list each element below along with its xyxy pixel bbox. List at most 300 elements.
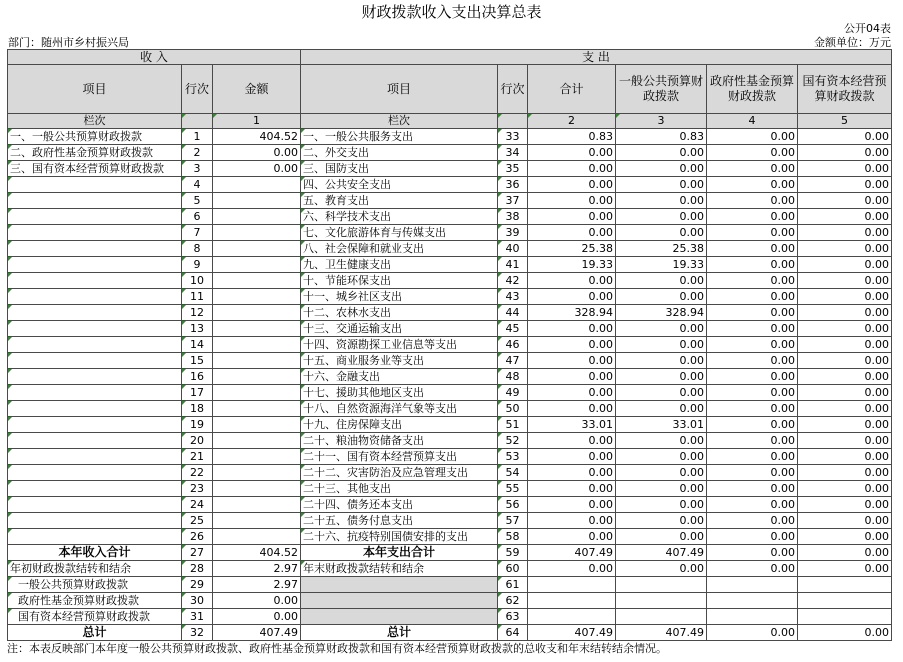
amount-cell — [213, 241, 301, 257]
department-label: 部门：随州市乡村振兴局 — [8, 36, 129, 49]
amount-cell: 0.00 — [707, 625, 798, 641]
empty-cell — [528, 609, 616, 625]
unit-label: 金额单位：万元 — [814, 36, 891, 49]
row-number: 34 — [498, 145, 528, 161]
amount-cell: 0.83 — [528, 129, 616, 145]
amount-cell: 0.00 — [616, 209, 707, 225]
row-number: 24 — [182, 497, 213, 513]
table-row — [8, 177, 892, 193]
amount-cell: 0.00 — [707, 289, 798, 305]
amount-cell: 328.94 — [528, 305, 616, 321]
amount-cell — [213, 497, 301, 513]
amount-cell: 0.00 — [707, 401, 798, 417]
row-number: 51 — [498, 417, 528, 433]
income-rowno-header: 行次 — [182, 65, 213, 114]
amount-cell — [213, 177, 301, 193]
amount-cell: 0.00 — [528, 401, 616, 417]
table-row — [8, 449, 892, 465]
amount-cell: 0.00 — [528, 145, 616, 161]
row-number: 26 — [182, 529, 213, 545]
table-row — [8, 305, 892, 321]
amount-cell: 0.00 — [616, 465, 707, 481]
income-item — [8, 369, 182, 385]
row-number: 63 — [498, 609, 528, 625]
amount-cell: 0.00 — [528, 561, 616, 577]
amount-cell: 0.00 — [798, 241, 892, 257]
amount-cell: 0.00 — [616, 497, 707, 513]
amount-cell: 0.00 — [616, 353, 707, 369]
amount-cell: 0.00 — [707, 193, 798, 209]
table-row — [8, 241, 892, 257]
amount-cell: 0.00 — [616, 385, 707, 401]
amount-cell: 0.00 — [798, 129, 892, 145]
table-row — [8, 465, 892, 481]
income-item — [8, 337, 182, 353]
amount-cell: 0.00 — [798, 433, 892, 449]
expense-total-header: 合计 — [528, 65, 616, 114]
amount-cell — [213, 529, 301, 545]
amount-cell: 0.00 — [798, 481, 892, 497]
column-label: 栏次 — [301, 114, 498, 129]
amount-cell: 0.00 — [528, 273, 616, 289]
amount-cell: 0.00 — [707, 369, 798, 385]
income-item — [8, 321, 182, 337]
amount-cell: 0.00 — [707, 417, 798, 433]
amount-cell: 0.00 — [707, 225, 798, 241]
amount-cell: 0.00 — [707, 449, 798, 465]
table-row — [8, 337, 892, 353]
row-number: 2 — [182, 145, 213, 161]
amount-cell: 0.00 — [707, 529, 798, 545]
amount-cell: 0.00 — [707, 497, 798, 513]
page-title: 财政拨款收入支出决算总表 — [361, 3, 542, 21]
expense-item: 六、科学技术支出 — [301, 209, 498, 225]
amount-cell: 0.00 — [707, 241, 798, 257]
footnote: 注：本表反映部门本年度一般公共预算财政拨款、政府性基金预算财政拨款和国有资本经营预算财政拨款的总收支和年末结转结余情况。 — [7, 642, 667, 655]
expense-item: 二十二、灾害防治及应急管理支出 — [301, 465, 498, 481]
row-number: 52 — [498, 433, 528, 449]
amount-cell: 0.00 — [213, 593, 301, 609]
row-number: 43 — [498, 289, 528, 305]
row-number: 49 — [498, 385, 528, 401]
row-number: 50 — [498, 401, 528, 417]
table-row — [8, 193, 892, 209]
row-number: 11 — [182, 289, 213, 305]
table-row — [8, 385, 892, 401]
table-row — [8, 433, 892, 449]
amount-cell — [213, 417, 301, 433]
expense-item: 二十六、抗疫特别国债安排的支出 — [301, 529, 498, 545]
row-number: 46 — [498, 337, 528, 353]
amount-cell: 0.00 — [707, 161, 798, 177]
row-number: 14 — [182, 337, 213, 353]
amount-cell: 0.00 — [616, 449, 707, 465]
row-number: 27 — [182, 545, 213, 561]
amount-cell: 0.00 — [528, 161, 616, 177]
row-number: 41 — [498, 257, 528, 273]
column-label-cell — [182, 114, 213, 129]
row-number: 61 — [498, 577, 528, 593]
row-number: 25 — [182, 513, 213, 529]
expense-item: 二、外交支出 — [301, 145, 498, 161]
empty-cell — [301, 593, 498, 609]
amount-cell: 0.00 — [528, 513, 616, 529]
income-item: 二、政府性基金预算财政拨款 — [8, 145, 182, 161]
table-row — [8, 161, 892, 177]
amount-cell: 0.00 — [528, 193, 616, 209]
income-item — [8, 241, 182, 257]
table-row — [8, 129, 892, 145]
amount-cell: 0.00 — [528, 481, 616, 497]
expense-item: 十二、农林水支出 — [301, 305, 498, 321]
column-label-cell — [498, 114, 528, 129]
empty-cell — [707, 609, 798, 625]
amount-cell: 407.49 — [616, 625, 707, 641]
amount-cell — [213, 321, 301, 337]
amount-cell: 0.00 — [528, 465, 616, 481]
amount-cell: 0.00 — [798, 321, 892, 337]
empty-cell — [528, 593, 616, 609]
income-item — [8, 353, 182, 369]
amount-cell — [213, 193, 301, 209]
expense-item: 十五、商业服务业等支出 — [301, 353, 498, 369]
row-number: 16 — [182, 369, 213, 385]
table-row — [8, 209, 892, 225]
amount-cell: 0.00 — [707, 545, 798, 561]
amount-cell: 0.00 — [616, 369, 707, 385]
amount-cell — [213, 465, 301, 481]
amount-cell: 407.49 — [528, 545, 616, 561]
expense-item: 二十一、国有资本经营预算支出 — [301, 449, 498, 465]
row-number: 1 — [182, 129, 213, 145]
amount-cell — [213, 337, 301, 353]
column-label: 栏次 — [8, 114, 182, 129]
amount-cell: 0.00 — [616, 273, 707, 289]
income-item-header: 项目 — [8, 65, 182, 114]
amount-cell — [213, 433, 301, 449]
income-item — [8, 193, 182, 209]
row-number: 10 — [182, 273, 213, 289]
gov-fund-header: 政府性基金预算财政拨款 — [707, 65, 798, 114]
amount-cell: 0.00 — [707, 321, 798, 337]
row-number: 19 — [182, 417, 213, 433]
table-row — [8, 289, 892, 305]
amount-cell: 0.00 — [616, 561, 707, 577]
row-number: 58 — [498, 529, 528, 545]
row-number: 18 — [182, 401, 213, 417]
amount-cell: 0.00 — [798, 177, 892, 193]
amount-cell: 407.49 — [528, 625, 616, 641]
amount-cell: 0.00 — [528, 321, 616, 337]
empty-cell — [707, 577, 798, 593]
amount-cell: 0.00 — [707, 385, 798, 401]
amount-cell: 25.38 — [616, 241, 707, 257]
amount-cell: 0.00 — [798, 529, 892, 545]
income-item — [8, 433, 182, 449]
amount-cell: 0.00 — [528, 385, 616, 401]
expense-rowno-header: 行次 — [498, 65, 528, 114]
amount-cell — [213, 289, 301, 305]
row-number: 4 — [182, 177, 213, 193]
expense-item: 二十、粮油物资储备支出 — [301, 433, 498, 449]
carryover-fund-label: 政府性基金预算财政拨款 — [8, 593, 182, 609]
expense-item: 十七、援助其他地区支出 — [301, 385, 498, 401]
expense-item: 二十五、债务付息支出 — [301, 513, 498, 529]
column-number: 3 — [616, 114, 707, 129]
amount-cell: 0.00 — [616, 337, 707, 353]
empty-cell — [707, 593, 798, 609]
expense-item: 十三、交通运输支出 — [301, 321, 498, 337]
amount-cell: 0.00 — [616, 145, 707, 161]
expense-item: 九、卫生健康支出 — [301, 257, 498, 273]
income-item — [8, 177, 182, 193]
column-number: 2 — [528, 114, 616, 129]
row-number: 62 — [498, 593, 528, 609]
amount-cell — [213, 401, 301, 417]
row-number: 7 — [182, 225, 213, 241]
row-number: 30 — [182, 593, 213, 609]
amount-cell — [213, 257, 301, 273]
state-capital-header: 国有资本经营预算财政拨款 — [798, 65, 892, 114]
income-item: 一、一般公共预算财政拨款 — [8, 129, 182, 145]
income-item: 三、国有资本经营预算财政拨款 — [8, 161, 182, 177]
amount-cell: 19.33 — [528, 257, 616, 273]
amount-cell: 33.01 — [528, 417, 616, 433]
expense-item: 十九、住房保障支出 — [301, 417, 498, 433]
income-item — [8, 273, 182, 289]
amount-cell: 0.00 — [707, 433, 798, 449]
amount-cell — [213, 273, 301, 289]
amount-cell: 0.00 — [798, 337, 892, 353]
amount-cell: 0.00 — [528, 177, 616, 193]
amount-cell: 0.00 — [707, 561, 798, 577]
expense-item: 七、文化旅游体育与传媒支出 — [301, 225, 498, 241]
row-number: 55 — [498, 481, 528, 497]
amount-cell: 0.00 — [798, 401, 892, 417]
income-header: 收 入 — [8, 50, 301, 65]
income-item — [8, 465, 182, 481]
amount-cell: 0.00 — [707, 129, 798, 145]
amount-cell: 0.00 — [213, 145, 301, 161]
amount-cell: 2.97 — [213, 577, 301, 593]
row-number: 9 — [182, 257, 213, 273]
empty-cell — [616, 593, 707, 609]
amount-cell: 0.00 — [616, 433, 707, 449]
amount-cell: 25.38 — [528, 241, 616, 257]
amount-cell: 0.00 — [798, 225, 892, 241]
empty-cell — [616, 609, 707, 625]
row-number: 59 — [498, 545, 528, 561]
row-number: 17 — [182, 385, 213, 401]
amount-cell: 0.00 — [616, 177, 707, 193]
amount-cell: 0.00 — [707, 513, 798, 529]
row-number: 45 — [498, 321, 528, 337]
amount-cell: 0.00 — [528, 449, 616, 465]
row-number: 37 — [498, 193, 528, 209]
row-number: 20 — [182, 433, 213, 449]
row-number: 53 — [498, 449, 528, 465]
amount-cell: 0.00 — [798, 545, 892, 561]
general-budget-header: 一般公共预算财政拨款 — [616, 65, 707, 114]
column-number: 4 — [707, 114, 798, 129]
expense-total-label: 本年支出合计 — [301, 545, 498, 561]
amount-cell — [213, 481, 301, 497]
amount-cell: 0.00 — [616, 401, 707, 417]
row-number: 48 — [498, 369, 528, 385]
amount-cell: 0.00 — [707, 481, 798, 497]
empty-cell — [616, 577, 707, 593]
column-number: 1 — [213, 114, 301, 129]
amount-cell: 0.00 — [213, 609, 301, 625]
expense-item: 十四、资源勘探工业信息等支出 — [301, 337, 498, 353]
amount-cell: 328.94 — [616, 305, 707, 321]
row-number: 36 — [498, 177, 528, 193]
income-item — [8, 481, 182, 497]
income-amount-header: 金额 — [213, 65, 301, 114]
expense-item: 八、社会保障和就业支出 — [301, 241, 498, 257]
amount-cell — [213, 225, 301, 241]
table-row — [8, 417, 892, 433]
row-number: 29 — [182, 577, 213, 593]
table-row — [8, 353, 892, 369]
amount-cell: 404.52 — [213, 545, 301, 561]
opening-balance-label: 年初财政拨款结转和结余 — [8, 561, 182, 577]
amount-cell: 0.00 — [707, 145, 798, 161]
form-number: 公开04表 — [844, 22, 891, 35]
row-number: 15 — [182, 353, 213, 369]
expense-item: 二十三、其他支出 — [301, 481, 498, 497]
amount-cell: 0.00 — [616, 225, 707, 241]
income-item — [8, 225, 182, 241]
table-row — [8, 529, 892, 545]
row-number: 22 — [182, 465, 213, 481]
amount-cell: 0.00 — [213, 161, 301, 177]
empty-cell — [301, 577, 498, 593]
empty-cell — [798, 593, 892, 609]
row-number: 47 — [498, 353, 528, 369]
expense-item: 十一、城乡社区支出 — [301, 289, 498, 305]
table-row — [8, 145, 892, 161]
table-row — [8, 513, 892, 529]
column-number: 5 — [798, 114, 892, 129]
carryover-capital-label: 国有资本经营预算财政拨款 — [8, 609, 182, 625]
row-number: 28 — [182, 561, 213, 577]
amount-cell: 0.00 — [798, 625, 892, 641]
income-item — [8, 257, 182, 273]
amount-cell: 2.97 — [213, 561, 301, 577]
amount-cell: 0.00 — [616, 193, 707, 209]
expense-item: 十、节能环保支出 — [301, 273, 498, 289]
amount-cell: 0.00 — [616, 161, 707, 177]
row-number: 3 — [182, 161, 213, 177]
expense-item: 四、公共安全支出 — [301, 177, 498, 193]
income-item — [8, 417, 182, 433]
row-number: 60 — [498, 561, 528, 577]
amount-cell: 0.00 — [798, 273, 892, 289]
amount-cell: 0.00 — [707, 209, 798, 225]
expense-item: 二十四、债务还本支出 — [301, 497, 498, 513]
income-item — [8, 305, 182, 321]
expense-item: 五、教育支出 — [301, 193, 498, 209]
amount-cell: 0.00 — [528, 497, 616, 513]
budget-table — [7, 49, 892, 641]
amount-cell: 0.00 — [798, 513, 892, 529]
row-number: 23 — [182, 481, 213, 497]
income-item — [8, 497, 182, 513]
table-row — [8, 321, 892, 337]
income-item — [8, 449, 182, 465]
income-item — [8, 209, 182, 225]
amount-cell: 0.00 — [798, 353, 892, 369]
income-item — [8, 385, 182, 401]
amount-cell: 0.00 — [616, 513, 707, 529]
carryover-general-label: 一般公共预算财政拨款 — [8, 577, 182, 593]
amount-cell — [213, 513, 301, 529]
table-row — [8, 497, 892, 513]
amount-cell: 0.00 — [798, 385, 892, 401]
amount-cell: 0.00 — [798, 561, 892, 577]
amount-cell: 0.00 — [798, 161, 892, 177]
amount-cell — [213, 353, 301, 369]
amount-cell: 0.00 — [798, 289, 892, 305]
amount-cell: 0.00 — [528, 337, 616, 353]
expense-item: 十八、自然资源海洋气象等支出 — [301, 401, 498, 417]
expense-grand-total-label: 总计 — [301, 625, 498, 641]
amount-cell: 0.00 — [616, 529, 707, 545]
amount-cell: 19.33 — [616, 257, 707, 273]
amount-cell: 0.00 — [798, 465, 892, 481]
row-number: 12 — [182, 305, 213, 321]
row-number: 57 — [498, 513, 528, 529]
amount-cell: 0.00 — [707, 273, 798, 289]
table-row — [8, 225, 892, 241]
income-total-label: 本年收入合计 — [8, 545, 182, 561]
table-row — [8, 273, 892, 289]
row-number: 32 — [182, 625, 213, 641]
empty-cell — [798, 609, 892, 625]
amount-cell: 0.83 — [616, 129, 707, 145]
amount-cell: 0.00 — [707, 337, 798, 353]
row-number: 54 — [498, 465, 528, 481]
income-item — [8, 401, 182, 417]
amount-cell: 0.00 — [528, 369, 616, 385]
amount-cell: 0.00 — [798, 305, 892, 321]
amount-cell: 0.00 — [528, 225, 616, 241]
amount-cell: 0.00 — [798, 449, 892, 465]
table-row — [8, 369, 892, 385]
expense-item: 十六、金融支出 — [301, 369, 498, 385]
row-number: 40 — [498, 241, 528, 257]
amount-cell: 0.00 — [528, 529, 616, 545]
amount-cell: 0.00 — [798, 369, 892, 385]
amount-cell — [213, 369, 301, 385]
amount-cell: 0.00 — [707, 465, 798, 481]
row-number: 5 — [182, 193, 213, 209]
row-number: 6 — [182, 209, 213, 225]
row-number: 42 — [498, 273, 528, 289]
row-number: 56 — [498, 497, 528, 513]
table-row — [8, 401, 892, 417]
amount-cell: 0.00 — [528, 433, 616, 449]
row-number: 13 — [182, 321, 213, 337]
income-item — [8, 513, 182, 529]
amount-cell: 0.00 — [707, 177, 798, 193]
income-item — [8, 529, 182, 545]
income-grand-total-label: 总计 — [8, 625, 182, 641]
closing-balance-label: 年末财政拨款结转和结余 — [301, 561, 498, 577]
row-number: 44 — [498, 305, 528, 321]
table-row — [8, 257, 892, 273]
